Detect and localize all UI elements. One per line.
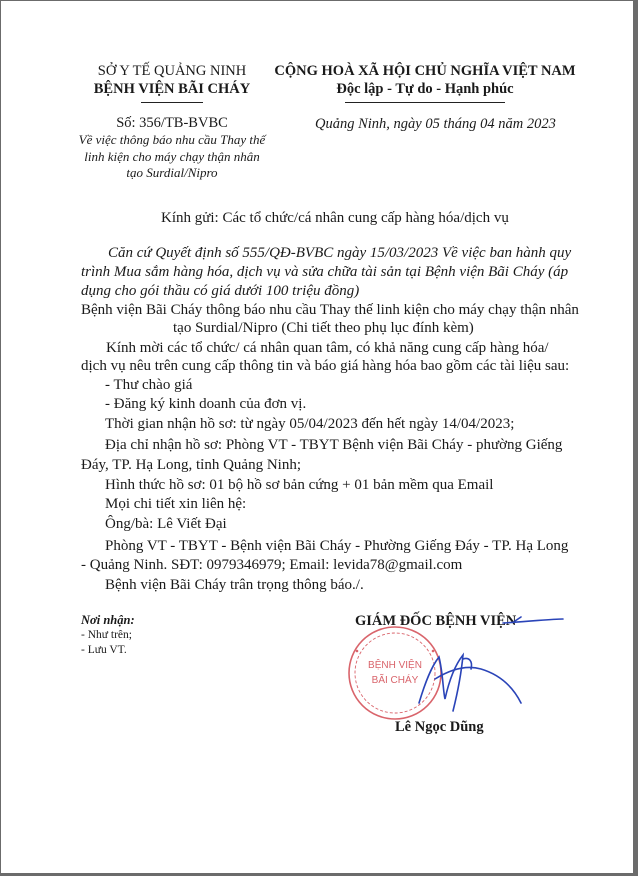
motto-underline [345, 102, 505, 103]
document-item: - Thư chào giá [105, 377, 193, 393]
contact-intro: Mọi chi tiết xin liên hệ: [105, 496, 247, 512]
ministry-name: SỞ Y TẾ QUẢNG NINH [97, 63, 247, 79]
handwritten-signature [419, 617, 563, 711]
address-line: Đáy, TP. Hạ Long, tỉnh Quảng Ninh; [81, 457, 301, 473]
recipient-line: Kính gửi: Các tổ chức/cá nhân cung cấp hàng hóa/dịch vụ [161, 210, 509, 226]
notice-line: tạo Surdial/Nipro (Chi tiết theo phụ lục đính kèm) [173, 320, 474, 336]
notice-line: Bệnh viện Bãi Cháy thông báo nhu cầu Thay thế linh kiện cho máy chạy thận nhân [81, 302, 579, 318]
basis-line: Căn cứ Quyết định số 555/QĐ-BVBC ngày 15/03/2023 Về việc ban hành quy [108, 245, 572, 261]
contact-line: Phòng VT - TBYT - Bệnh viện Bãi Cháy - Phường Giếng Đáy - TP. Hạ Long [105, 538, 569, 554]
document-date: Quảng Ninh, ngày 05 tháng 04 năm 2023 [315, 116, 556, 132]
address-line: Địa chỉ nhận hồ sơ: Phòng VT - TBYT Bệnh viện Bãi Cháy - phường Giếng [105, 437, 563, 453]
director-name: Lê Ngọc Dũng [395, 719, 484, 735]
stamp-text: BỆNH VIỆN [368, 660, 422, 671]
document-item: - Đăng ký kinh doanh của đơn vị. [105, 396, 307, 412]
document-number: Số: 356/TB-BVBC [116, 115, 228, 131]
recipients-item: - Lưu VT. [81, 644, 127, 656]
basis-line: trình Mua sắm hàng hóa, dịch vụ và sửa chữa tài sản tại Bệnh viện Bãi Cháy (áp [81, 264, 569, 280]
recipients-title: Nơi nhận: [81, 613, 135, 627]
national-motto: Độc lập - Tự do - Hạnh phúc [336, 81, 514, 97]
basis-line: dụng cho gói thầu có giá dưới 100 triệu đồng) [81, 283, 360, 299]
national-title: CỘNG HOÀ XÃ HỘI CHỦ NGHĨA VIỆT NAM [274, 63, 576, 79]
recipients-item: - Như trên; [81, 629, 132, 641]
hospital-name: BỆNH VIỆN BÃI CHÁY [93, 81, 251, 97]
hospital-stamp [349, 627, 441, 719]
submission-format: Hình thức hồ sơ: 01 bộ hồ sơ bản cứng + 01 bản mềm qua Email [105, 477, 494, 493]
stamp-and-signature [331, 599, 591, 739]
closing-line: Bệnh viện Bãi Cháy trân trọng thông báo./. [105, 577, 364, 593]
stamp-text: BÃI CHÁY [371, 675, 419, 686]
subject-line: tạo Surdial/Nipro [126, 165, 218, 180]
contact-line: - Quảng Ninh. SĐT: 0979346979; Email: levida78@gmail.com [81, 557, 463, 573]
subject-line: linh kiện cho máy chạy thận nhân [84, 148, 260, 164]
subject-line: Về việc thông báo nhu cầu Thay thế [78, 132, 266, 147]
hospital-underline [141, 102, 203, 103]
submission-time: Thời gian nhận hồ sơ: từ ngày 05/04/2023 đến hết ngày 14/04/2023; [105, 416, 515, 432]
contact-person: Ông/bà: Lê Viết Đại [105, 516, 227, 532]
invite-line: dịch vụ nêu trên cung cấp thông tin và báo giá hàng hóa bao gồm các tài liệu sau: [81, 358, 570, 374]
signature-title: GIÁM ĐỐC BỆNH VIỆN [355, 613, 517, 629]
invite-line: Kính mời các tổ chức/ cá nhân quan tâm, có khả năng cung cấp hàng hóa/ [106, 340, 549, 356]
document-page [1, 1, 633, 873]
document-subject [73, 132, 271, 182]
